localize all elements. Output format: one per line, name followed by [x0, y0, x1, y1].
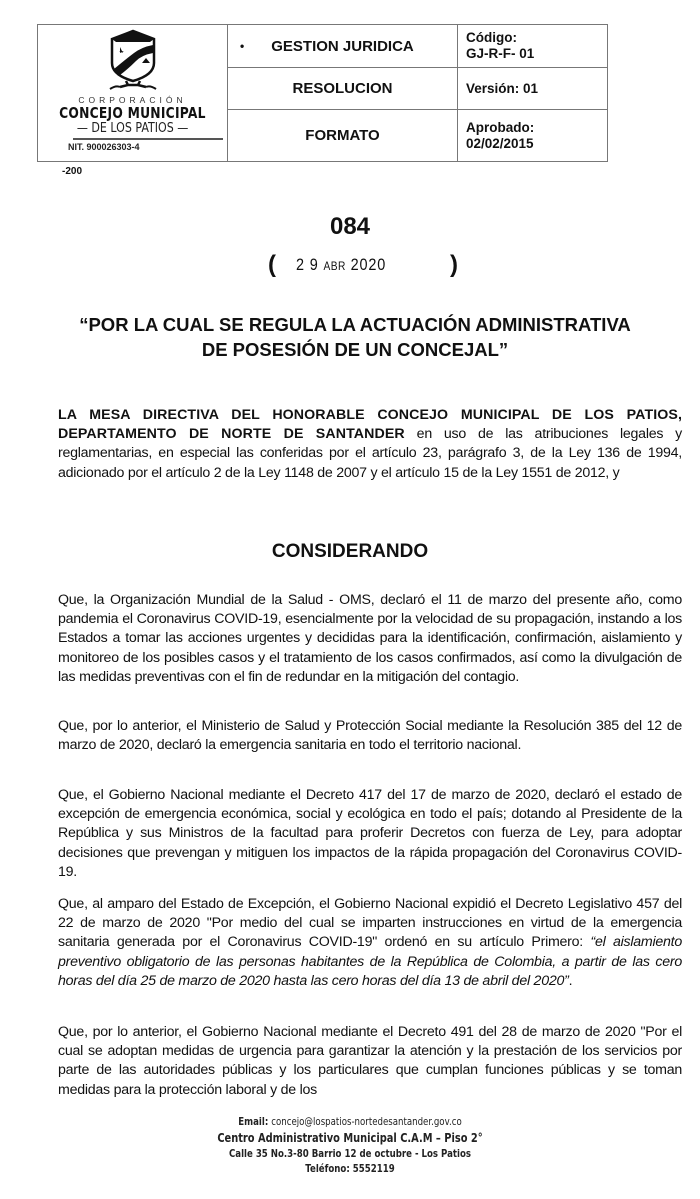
doc-type-cell — [228, 68, 457, 110]
organization-name: CONCEJO MUNICIPAL — [59, 104, 206, 122]
nit-divider — [73, 138, 223, 140]
paragraph-4-text: Que, al amparo del Estado de Excepción, el Gobierno Nacional expidió el Decreto Legislativo 457 del 22 de marzo de 2020 "Por medio del cual se imparten instrucciones en virtud de la emergencia sanitaria generada por el Coronavirus COVID-19" ordenó en su artículo Primero: — [58, 896, 682, 951]
paragraph-4 — [58, 895, 682, 991]
paragraph-5: Que, por lo anterior, el Gobierno Nacional mediante el Decreto 491 del 28 de marzo de 2020 "Por el cual se adoptan medidas de urgencia para garantizar la atención y la prestación de los servicios por parte de las autoridades públicas y los particulares que cumplan funciones públicas y se toman medidas para la protección laboral y de los — [58, 1024, 682, 1098]
paragraph-1: Que, la Organización Mundial de la Salud - OMS, declaró el 11 de marzo del presente año, como pandemia el Coronavirus COVID-19, esencialmente por la velocidad de su propagación, instando a los Estados a tomar las acciones urgentes y decididas para la identificación, confirmación, aislamiento y monitoreo de los posibles casos y el tratamiento de los casos confirmados, así como la divulgación de las medidas preventivas con el fin de redundar en la mitigación del contagio. — [58, 592, 682, 685]
resolution-date — [268, 250, 458, 280]
version-cell — [458, 68, 607, 110]
approved-date: 02/02/2015 — [466, 135, 534, 151]
code-label: Código: — [466, 30, 517, 45]
paragraph-4-quote: “el aislamiento preventivo obligatorio de las personas habitantes de la República de Colombia, a partir de las cero horas del día 25 de marzo de 2020 hasta las cero horas del día 13 de abril del 2020” — [58, 934, 682, 989]
date-month: ABR — [323, 259, 346, 273]
organization-place: — DE LOS PATIOS — — [76, 121, 189, 136]
email-label: Email: — [238, 1116, 272, 1128]
paragraph-4-end: . — [568, 972, 573, 989]
reference-code: -200 — [62, 166, 83, 177]
footer-address: Calle 35 No.3-80 Barrio 12 de octubre - Los Patios — [228, 1148, 472, 1160]
document-meta-column — [458, 25, 607, 161]
paragraph-3: Que, el Gobierno Nacional mediante el Decreto 417 del 17 de marzo de 2020, declaró el estado de excepción de emergencia económica, social y ecológica en todo el país; dotando al Presidente de la República y sus Ministros de la facultad para proferir Decretos con fuerza de Ley, para adoptar decisiones que prevengan y mitiguen los impactos de la rápida propagación del Coronavirus COVID-19. — [58, 787, 682, 880]
document-type-column — [228, 25, 458, 161]
paragraph-2: Que, por lo anterior, el Ministerio de Salud y Protección Social mediante la Resolución 385 del 12 de marzo de 2020, declaró la emergencia sanitaria en todo el territorio nacional. — [58, 718, 682, 754]
title-line-2: DE POSESIÓN DE UN CONCEJAL” — [201, 339, 509, 360]
footer-email-line — [63, 1115, 637, 1130]
intro-text: en uso de las atribuciones legales y reglamentarias, en especial las conferidas por el artículo 23, parágrafo 3, de la Ley 136 de 1994, adicionado por el artículo 2 de la Ley 1148 de 2007 y el artículo 15 de la Ley 1551 de 2012, y — [58, 426, 683, 481]
resolution-number: 084 — [329, 213, 371, 240]
title-line-1: “POR LA CUAL SE REGULA LA ACTUACIÓN ADMINISTRATIVA — [79, 314, 631, 335]
document-header-table — [37, 24, 608, 162]
dot-mark: • — [240, 39, 245, 53]
date-stamp — [296, 255, 386, 275]
code-value: GJ-R-F- 01 — [466, 46, 535, 61]
date-day: 2 9 — [296, 255, 319, 274]
process-cell — [228, 25, 457, 68]
logo-cell — [38, 25, 228, 161]
date-open-paren: ( — [268, 251, 276, 278]
nit-number: NIT. 900026303-4 — [68, 142, 140, 152]
date-close-paren: ) — [450, 251, 458, 278]
email-address[interactable]: concejo@lospatios-nortedesantander.gov.co — [271, 1116, 462, 1128]
doc-type-label: RESOLUCION — [292, 80, 393, 97]
resolution-title — [30, 312, 680, 362]
footer-center: Centro Administrativo Municipal C.A.M – Piso 2° — [217, 1131, 483, 1145]
approved-label: Aprobado: — [466, 119, 535, 135]
document-footer — [0, 1115, 700, 1177]
approved-cell — [458, 110, 607, 161]
version-label: Versión: 01 — [466, 80, 539, 96]
format-label: FORMATO — [305, 127, 380, 144]
footer-phone: Teléfono: 5552119 — [305, 1163, 395, 1175]
intro-paragraph — [58, 406, 682, 483]
date-year: 2020 — [350, 255, 387, 274]
code-cell — [458, 25, 607, 68]
format-cell — [228, 110, 457, 161]
intro-authority: LA MESA DIRECTIVA DEL HONORABLE CONCEJO MUNICIPAL DE LOS PATIOS, DEPARTAMENTO DE NORTE DE SANTANDER — [58, 407, 682, 443]
process-label: GESTION JURIDICA — [271, 37, 414, 55]
coat-of-arms-icon — [106, 29, 160, 91]
corporation-label: CORPORACIÓN — [78, 95, 187, 105]
considerando-heading: CONSIDERANDO — [271, 541, 429, 562]
